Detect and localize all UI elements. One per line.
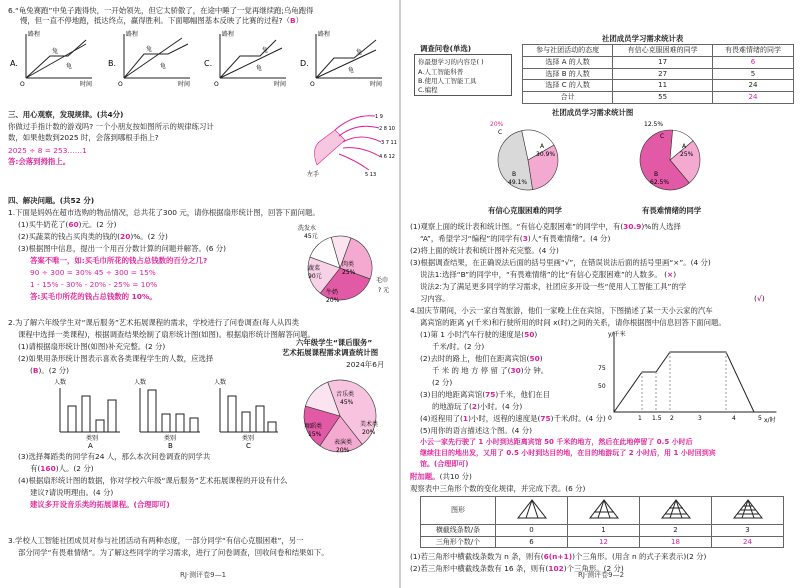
table-row: 选择 B 的人数 27 5 <box>523 68 794 80</box>
svg-text:49.1%: 49.1% <box>508 179 528 186</box>
svg-text:龟: 龟 <box>256 65 263 72</box>
table-row: 合计 55 24 <box>523 92 794 104</box>
triangle-icon <box>656 498 696 520</box>
survey-title: 调查问卷(单选) <box>420 44 472 53</box>
svg-text:25%: 25% <box>342 269 356 276</box>
q4-1: (1)第 1 小时汽车行驶的速度是(50) <box>420 330 538 339</box>
svg-text:50: 50 <box>598 383 606 390</box>
svg-text:兔: 兔 <box>52 48 59 55</box>
svg-text:蔬菜: 蔬菜 <box>308 265 321 272</box>
s4-q2-3a: (3)选择舞蹈类的同学有24 人，那么本次问卷调查的同学共 <box>18 452 211 461</box>
pie-shopping <box>296 222 396 306</box>
graph-c <box>204 30 286 88</box>
q3-1b: “A”，希望学习“编程”的同学有(3)人“有畏难情绪”。(4 分) <box>420 234 611 243</box>
table-row: 三角形个数/个 6 12 18 24 <box>421 536 784 548</box>
stat-table: 参与社团活动的态度 有信心克服困难的同学 有畏难情绪的同学 选择 A 的人数 17 6 选择 B 的人数 27 5 选择 C 的人数 11 24 合计 55 24 <box>522 44 794 104</box>
svg-text:路程: 路程 <box>318 31 331 38</box>
graph-b <box>108 30 190 88</box>
svg-text:路程: 路程 <box>222 31 235 38</box>
svg-text:洗发水: 洗发水 <box>298 225 317 232</box>
pie-section-title: 社团成员学习需求统计图 <box>552 108 634 117</box>
s4-q2-3b: 有(160)人。(2 分) <box>30 464 94 473</box>
svg-text:45%: 45% <box>340 399 354 406</box>
q6-text: 6.“龟兔赛跑”中兔子跑得快，一开始领先，但它太骄傲了，在途中睡了一觉再继续跑;乌龟跑得 <box>8 6 314 15</box>
s3-calc: 2025 ÷ 8 = 253……1 <box>8 146 87 155</box>
bar-options <box>50 376 280 450</box>
s3-text1: 你做过手指计数的游戏吗? 一个小朋友按如图所示的规律练习计 <box>8 122 214 131</box>
q6-answer: B <box>290 16 296 25</box>
svg-text:舞蹈类: 舞蹈类 <box>304 423 323 430</box>
svg-text:? 元: ? 元 <box>378 287 390 294</box>
q4-4: (4)返程用了(1)小时，返程的速度是(75)千米/时。(4 分) <box>420 414 606 423</box>
svg-text:75: 75 <box>598 365 606 372</box>
q6-graphs <box>4 26 394 86</box>
s4-q2-2a: (2)如果用条形统计图表示喜欢各类课程学生的人数，应选择 <box>18 354 214 363</box>
q3-3c: 说法2:为了满足更多同学的学习需求，社团应多开设一些“使用人工智能工具”的学 <box>420 282 687 291</box>
extra-text: 观察表中三角形个数的变化规律，并完成下表。(6 分) <box>410 484 586 493</box>
svg-text:肉类: 肉类 <box>342 261 355 268</box>
left-page <box>0 0 398 588</box>
svg-text:O: O <box>310 81 315 88</box>
svg-text:C: C <box>246 442 251 450</box>
triangle-table: 图形 横截线条数/条 0 1 2 3 三角形个数/个 6 12 18 24 <box>420 496 784 548</box>
svg-text:兔: 兔 <box>356 49 363 56</box>
svg-text:1 9: 1 9 <box>375 114 383 120</box>
distance-line <box>614 352 754 412</box>
svg-text:美术类: 美术类 <box>360 421 379 428</box>
svg-text:20%: 20% <box>336 447 350 454</box>
svg-text:人数: 人数 <box>214 379 227 386</box>
pie2-date: 2024年6月 <box>346 360 385 369</box>
table-row: 选择 A 的人数 17 6 <box>523 56 794 68</box>
svg-text:20%: 20% <box>362 429 376 436</box>
survey-opt-a: A.人工智能科普 <box>418 68 464 76</box>
svg-text:0: 0 <box>608 415 612 422</box>
s4-q1-1: (1)买牛奶花了(60)元。(2 分) <box>18 220 117 229</box>
triangle-icon <box>584 498 624 520</box>
svg-text:1: 1 <box>638 415 642 422</box>
survey-opt-b: B.使用人工智能工具 <box>418 77 477 85</box>
q4-2a: (2)去时的路上，他们在距离宾馆(50) <box>420 354 543 363</box>
svg-text:25%: 25% <box>680 151 694 158</box>
q4-5ans3: 馆。(合理即可) <box>420 460 469 468</box>
s4-q2-text1: 2.为了解六年级学生对“课后服务”艺术拓展课程的需求，学校进行了问卷调查(每人从四类 <box>8 318 300 327</box>
pie4-caption: 有畏难情绪的同学 <box>642 206 702 215</box>
stat-table-title: 社团成员学习需求统计表 <box>602 34 684 43</box>
graph-a-label: A. <box>10 59 18 68</box>
pie-courses <box>290 372 390 458</box>
s4-q1-3c2: 1 - 15% - 30% - 20% - 25% = 10% <box>30 280 158 289</box>
svg-text:4: 4 <box>732 415 736 422</box>
s4-q1-text: 1.下面是妈妈在超市选购的物品情况，总共花了300 元，请你根据扇形统计图，回答下面问题。 <box>8 208 320 217</box>
table-row: 选择 C 的人数 11 24 <box>523 80 794 92</box>
svg-text:A: A <box>88 442 93 450</box>
svg-text:C: C <box>498 129 503 136</box>
svg-text:20%: 20% <box>326 297 340 304</box>
svg-text:90元: 90元 <box>308 273 322 280</box>
s4-q1-2: (2)买蔬菜的钱占买肉类的钱的(20)%。(2 分) <box>18 232 168 241</box>
svg-text:2: 2 <box>670 415 674 422</box>
s4-q1-3ans: 答:买毛巾所花的钱占总钱数的 10%。 <box>30 292 157 301</box>
s4-title: 四、解决问题。(共52 分) <box>8 196 95 205</box>
svg-text:O: O <box>214 81 219 88</box>
svg-text:C: C <box>660 133 665 140</box>
svg-text:类别: 类别 <box>164 435 177 442</box>
svg-text:C.: C. <box>204 59 213 68</box>
pie3-caption: 有信心克服困难的同学 <box>488 206 562 215</box>
s4-q2-2b: (B)。(2 分) <box>30 366 70 375</box>
svg-text:y/千米: y/千米 <box>608 331 626 338</box>
svg-text:A: A <box>540 143 545 150</box>
svg-text:兔: 兔 <box>146 46 153 53</box>
graph-a <box>10 30 92 88</box>
svg-text:时间: 时间 <box>178 81 191 88</box>
s3-text2: 数，如果他数到2025 时，会落到哪根手指上? <box>8 133 159 142</box>
ex2: (2)若三角形中横截线条数有 16 条，则有(102)个三角形。(2 分) <box>410 564 624 573</box>
q4-text2: 离宾馆的距离 y(千米)和行驶所用的时间 x(时)之间的关系，请你根据图中信息回答下面问题。 <box>420 318 726 327</box>
s4-q2-4ans: 建议多开设音乐类的拓展课程。(合理即可) <box>30 500 170 509</box>
svg-text:类别: 类别 <box>242 435 255 442</box>
svg-text:表演类: 表演类 <box>334 439 353 446</box>
svg-text:时间: 时间 <box>274 81 287 88</box>
svg-text:30.9%: 30.9% <box>536 151 556 158</box>
svg-text:5 13: 5 13 <box>365 172 377 178</box>
table-row: 横截线条数/条 0 1 2 3 <box>421 524 784 536</box>
svg-text:62.5%: 62.5% <box>650 179 670 186</box>
svg-text:B.: B. <box>108 59 117 68</box>
footer-left: RJ·测评卷9—1 <box>180 571 227 580</box>
s4-q2-4b: 建议?请说明理由。(4 分) <box>30 488 114 497</box>
q3-3d-ans: (√) <box>754 294 765 303</box>
svg-text:3: 3 <box>698 415 702 422</box>
svg-text:4 6 12: 4 6 12 <box>379 154 395 160</box>
svg-text:左手: 左手 <box>307 171 320 178</box>
svg-text:路程: 路程 <box>126 31 139 38</box>
q4-2c: 千 米 的 地 方 停 留 了(30)分 钟。 <box>432 366 549 375</box>
svg-text:毛巾: 毛巾 <box>376 277 389 284</box>
hand-diagram <box>305 110 395 190</box>
pie2-title1: 六年级学生“课后服务” <box>296 338 373 347</box>
svg-text:2 8 10: 2 8 10 <box>379 126 395 132</box>
svg-text:龟: 龟 <box>348 67 355 74</box>
ex1: (1)若三角形中横截线条数为 n 条，则有(6(n+1))个三角形。(用含 n 的式子来表示)(2 分) <box>410 552 707 561</box>
q4-text1: 4.国庆节期间，小云一家自驾旅游，他们一家晚上住在宾馆，下图描述了某一天小云家的汽车 <box>410 306 713 315</box>
svg-text:人数: 人数 <box>134 379 147 386</box>
triangle-icon <box>728 498 768 520</box>
s3-answer: 答:会落到拇指上。 <box>8 157 71 166</box>
q6-text2: 慢，但一直不停地跑，抵达终点，赢得胜利。下面哪幅图基本反映了比赛的过程?（B） <box>20 16 304 25</box>
svg-text:龟: 龟 <box>160 63 167 70</box>
s4-q3-text2: 部分同学“有畏难情绪”。为了解这些同学的学习需求，进行了问卷调查，回收问卷和结果如下。 <box>18 548 329 557</box>
q4-3a: (3)目的地距离宾馆(75)千米，他们在目 <box>420 390 551 399</box>
svg-text:D.: D. <box>300 59 309 68</box>
s4-q1-3c1: 90 ÷ 300 = 30% 45 ÷ 300 = 15% <box>30 268 156 277</box>
s4-q2-1: (1)请根据扇形统计图(如图)补充完整。(2 分) <box>18 342 166 351</box>
pie2-title2: 艺术拓展课程需求调查统计图 <box>282 348 379 357</box>
svg-text:路程: 路程 <box>28 31 41 38</box>
svg-text:A: A <box>682 143 687 150</box>
survey-opt-c: C.编程 <box>418 86 438 94</box>
q4-5: (5)用你的语言描述这个图。(4 分) <box>420 426 532 435</box>
svg-text:人数: 人数 <box>54 379 67 386</box>
pie-confident <box>472 118 582 204</box>
s4-q1-3: (3)根据图中信息，提出一个用百分数计算的问题并解答。(6 分) <box>18 244 227 253</box>
svg-text:B: B <box>168 442 173 450</box>
survey-q: 你最想学习的内容是( ) <box>418 58 484 66</box>
svg-text:12.5%: 12.5% <box>644 121 664 128</box>
svg-text:音乐类: 音乐类 <box>336 391 355 398</box>
svg-text:时间: 时间 <box>80 81 93 88</box>
q3-3a: (3)根据调查结果，在正确说法后面的括号里画“√”，在错误说法后面的括号里画“×”。(4 分) <box>410 258 711 267</box>
s4-q2-4a: (4)根据扇形统计图的数据，你对学校六年级“课后服务”艺术拓展课程的开设有什么 <box>18 476 288 485</box>
footer-right: RJ·测评卷9—2 <box>578 571 625 580</box>
q4-2e: (2 分) <box>432 378 453 387</box>
q3-1a: (1)观察上面的统计表和统计图。“有信心克服困难”的同学中，有(30.9)%的人选择 <box>410 222 681 231</box>
q3-2: (2)将上面的统计表和统计图补充完整。(4 分) <box>410 246 559 255</box>
pie-fearful <box>614 118 724 204</box>
svg-text:B: B <box>512 171 517 178</box>
graph-d <box>300 30 382 88</box>
svg-text:45元: 45元 <box>304 233 318 240</box>
s4-q2-text2: 课程中选择一类课程)，根据调查结果绘制了扇形统计图(如图)。根据扇形统计图解答问题。 <box>18 330 315 339</box>
q4-1c: 千米/时。(2 分) <box>432 342 485 351</box>
svg-text:x/时: x/时 <box>764 417 776 424</box>
svg-text:B: B <box>654 171 659 178</box>
q3-3d: 习内容。 <box>420 294 450 303</box>
triangle-icon <box>512 498 552 520</box>
s4-q1-3q: 答案不唯一，如:买毛巾所花的钱占总钱数的百分之几? <box>30 256 208 265</box>
svg-text:3 7 11: 3 7 11 <box>381 140 397 146</box>
svg-text:5: 5 <box>758 415 762 422</box>
distance-time-graph <box>594 328 784 424</box>
svg-text:15%: 15% <box>308 431 322 438</box>
svg-text:O: O <box>118 81 123 88</box>
extra-title: 附加题。(共10 分) <box>410 472 472 481</box>
q4-3c: 的地游玩了(2)小时。(4 分) <box>432 402 523 411</box>
svg-text:兔: 兔 <box>262 47 269 54</box>
svg-text:时间: 时间 <box>370 81 383 88</box>
right-page <box>402 0 800 588</box>
q3-3b: 说法1:选择“B”的同学中，“有畏难情绪”的比“有信心克服困难”的人数多。 (×) <box>420 270 677 279</box>
graph-axes <box>614 332 776 412</box>
q4-5ans1: 小云一家先行驶了 1 小时到达距离宾馆 50 千米的地方，然后在此地停留了 0.5 小时后 <box>420 438 693 446</box>
svg-text:20%: 20% <box>490 121 504 128</box>
svg-text:1.5: 1.5 <box>652 415 662 422</box>
svg-text:牛奶: 牛奶 <box>326 289 339 296</box>
svg-text:龟: 龟 <box>66 63 73 70</box>
q4-5ans2: 继续往目的地出发，又用了 0.5 小时到达目的地，在目的地游玩了 2 小时后，用 1 小时回到宾 <box>420 449 716 457</box>
s3-title: 三、用心观察，发现规律。(共4分) <box>8 110 124 119</box>
svg-text:类别: 类别 <box>86 435 99 442</box>
s4-q3-text1: 3.学校人工智能社团成员对参与社团活动有两种态度，一部分同学“有信心克服困难”，另一 <box>8 536 304 545</box>
svg-text:O: O <box>20 81 25 88</box>
page-divider <box>399 0 401 588</box>
